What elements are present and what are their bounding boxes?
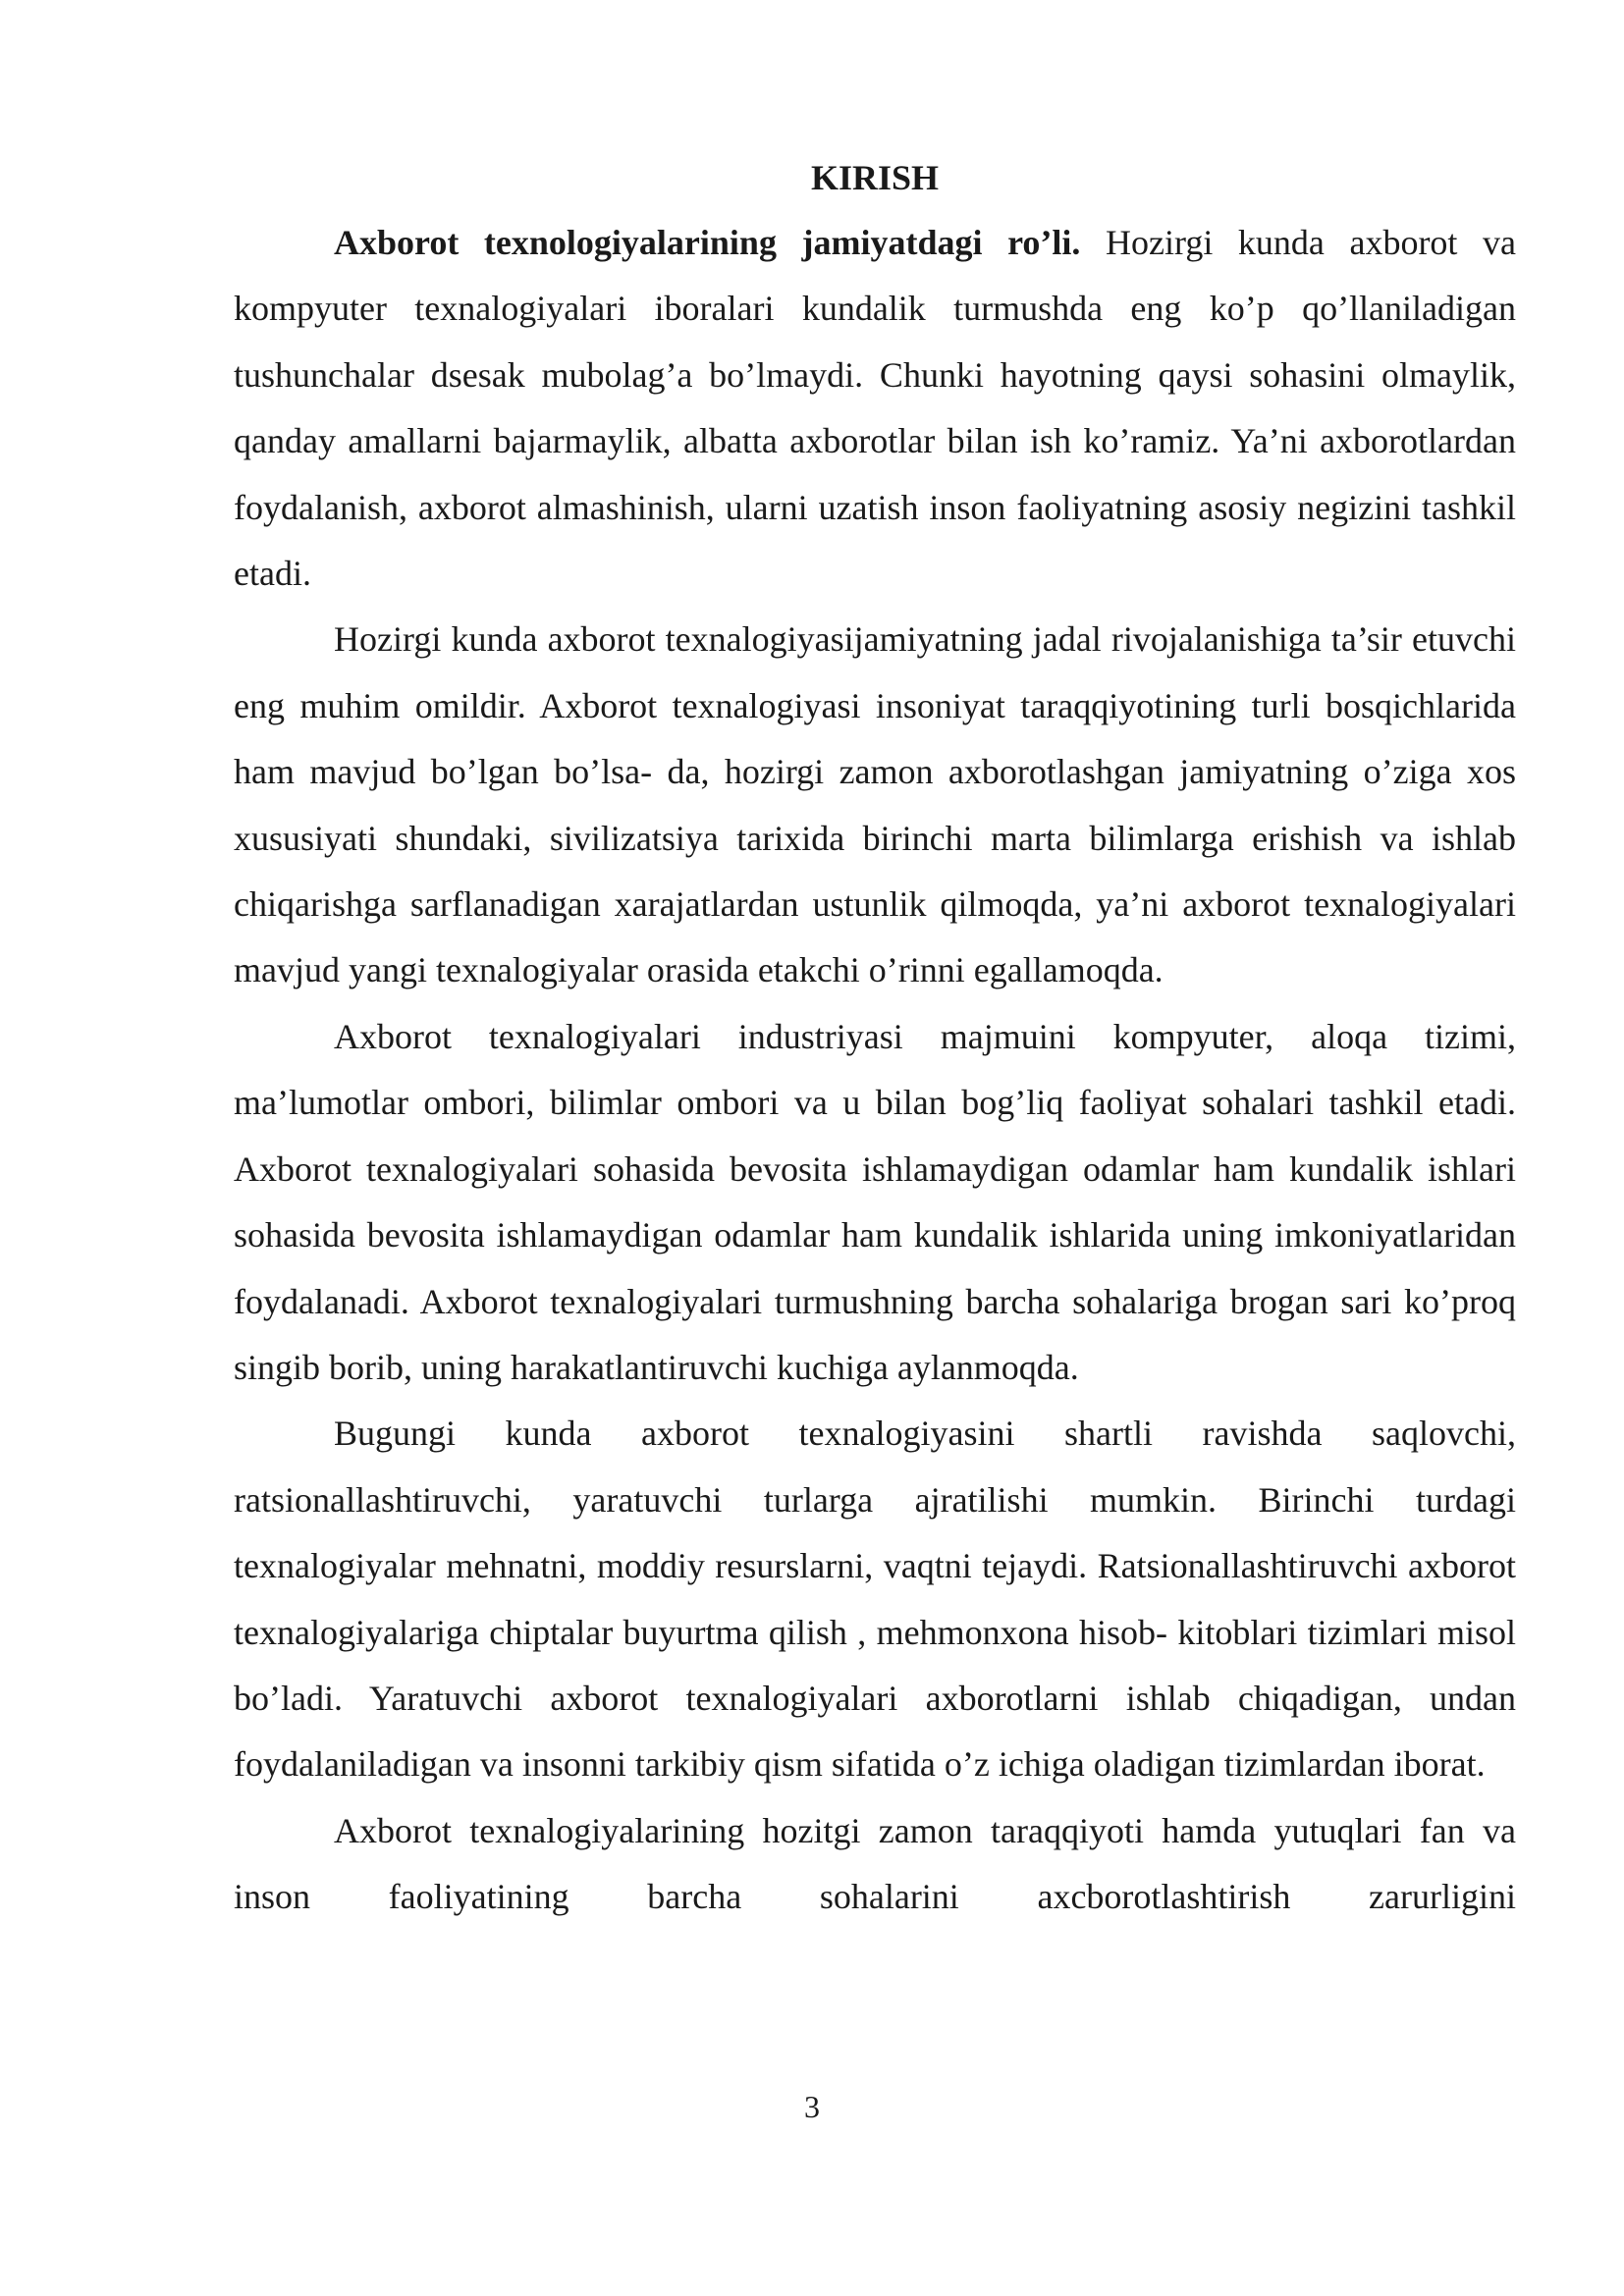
paragraph-5: Axborot texnalogiyalarining hozitgi zamon taraqqiyoti hamda yutuqlari fan va inson faoliyatining barcha sohalarini axcborotlashtirish zarurligini (234, 1810, 1516, 1917)
paragraph-1-lead: Axborot texnologiyalarining jamiyatdagi ro’li. (334, 223, 1081, 262)
paragraph-1 (234, 210, 1516, 607)
paragraph-1-text: Hozirgi kunda axborot va kompyuter texnalogiyalari iboralari kundalik turmushda eng ko’p qo’llaniladigan tushunchalar dsesak mubolag’a bo’lmaydi. Chunki hayotning qaysi sohasini olmaylik, qanday amallarni bajarmaylik, albatta axborotlar bilan ish ko’ramiz. Ya’ni axborotlardan foydalanish, axborot almashinish, ularni uzatish inson faoliyatning asosiy negizini tashkil etadi. (234, 223, 1516, 594)
page-number: 3 (804, 2089, 820, 2124)
paragraph-2: Hozirgi kunda axborot texnalogiyasijamiyatning jadal rivojalanishiga ta’sir etuvchi eng muhim omildir. Axborot texnalogiyasi insoniyat taraqqiyotining turli bosqichlarida ham mavjud bo’lgan bo’lsa- da, hozirgi zamon axborotlashgan jamiyatning o’ziga xos xususiyati shundaki, sivilizatsiya tarixida birinchi marta bilimlarga erishish va ishlab chiqarishga sarflanadigan xarajatlardan ustunlik qilmoqda, ya’ni axborot texnalogiyalari mavjud yangi texnalogiyalar orasida etakchi o’rinni egallamoqda. (234, 619, 1516, 990)
page-body (234, 145, 1516, 1931)
paragraph-4: Bugungi kunda axborot texnalogiyasini shartli ravishda saqlovchi, ratsionallashtiruvchi, yaratuvchi turlarga ajratilishi mumkin. Birinchi turdagi texnalogiyalar mehnatni, moddiy resurslarni, vaqtni tejaydi. Ratsionallashtiruvchi axborot texnalogiyalariga chiptalar buyurtma qilish , mehmonxona hisob- kitoblari tizimlari misol bo’ladi. Yaratuvchi axborot texnalogiyalari axborotlarni ishlab chiqadigan, undan foydalaniladigan va insonni tarkibiy qism sifatida o’z ichiga oladigan tizimlardan iborat. (234, 1414, 1516, 1785)
section-heading: KIRISH (810, 158, 940, 197)
paragraph-3: Axborot texnalogiyalari industriyasi majmuini kompyuter, aloqa tizimi, ma’lumotlar ombori, bilimlar ombori va u bilan bog’liq faoliyat sohalari tashkil etadi. Axborot texnalogiyalari sohasida bevosita ishlamaydigan odamlar ham kundalik ishlari sohasida bevosita ishlamaydigan odamlar ham kundalik ishlarida uning imkoniyatlaridan foydalanadi. Axborot texnalogiyalari turmushning barcha sohalariga brogan sari ko’proq singib borib, uning harakatlantiruvchi kuchiga aylanmoqda. (234, 1016, 1516, 1387)
